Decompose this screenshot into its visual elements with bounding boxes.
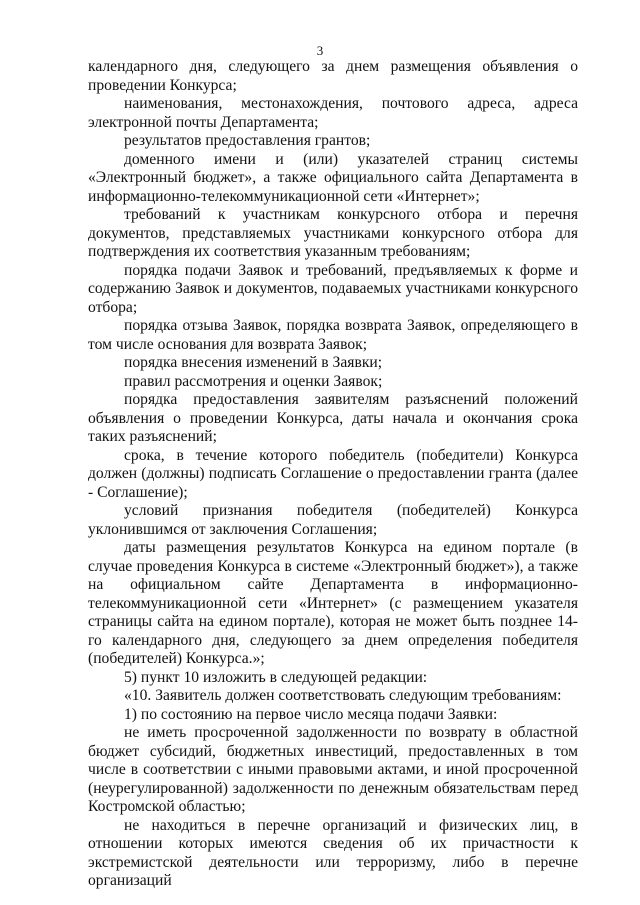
paragraph-1: календарного дня, следующего за днем размещения объявления о проведении Конкурса; [88,58,578,94]
paragraph-7: порядка отзыва Заявок, порядка возврата Заявок, определяющего в том числе основания для возврата Заявок; [88,317,578,353]
paragraph-16: 1) по состоянию на первое число месяца подачи Заявки: [124,705,498,723]
paragraph-6: порядка подачи Заявок и требований, предъявляемых к форме и содержанию Заявок и документов, подаваемых участниками конкурсного отбора; [88,261,578,316]
paragraph-14: 5) пункт 10 изложить в следующей редакции: [124,668,428,686]
paragraph-15: «10. Заявитель должен соответствовать следующим требованиям: [124,687,562,704]
page-number: 3 [316,43,324,58]
paragraph-10: порядка предоставления заявителям разъяснений положений объявления о проведении Конкурса, даты начала и окончания срока таких разъяснений; [88,391,578,445]
paragraph-18: не находиться в перечне организаций и физических лиц, в отношении которых имеются сведения об их причастности к экстремистской деятельности или терроризму, либо в перечне организаций [88,816,578,889]
paragraph-2: наименования, местонахождения, почтового адреса, адреса электронной почты Департамента; [88,95,578,131]
paragraph-5: требований к участникам конкурсного отбора и перечня документов, представляемых участниками конкурсного отбора для подтверждения их соответствия указанным требованиям; [88,206,578,260]
paragraph-17: не иметь просроченной задолженности по возврату в областной бюджет субсидий, бюджетных инвестиций, предоставленных в том числе в соответствии с иными правовыми актами, и иной просроченной (неурегулированной) задолженности по денежным обязательствам перед Костромской областью; [88,724,578,815]
paragraph-12: условий признания победителя (победителей) Конкурса уклонившимся от заключения Соглашения; [88,502,578,538]
paragraph-11: срока, в течение которого победитель (победители) Конкурса должен (должны) подписать Соглашение о предоставлении гранта (далее - Соглашение); [88,446,578,501]
paragraph-13: даты размещения результатов Конкурса на едином портале (в случае проведения Конкурса в системе «Электронный бюджет»), а также на официальном сайте Департамента в информационно-телекоммуникационной сети «Интернет» (с размещением указателя страницы сайта на едином портале), которая не может быть позднее 14-го календарного дня, следующего за днем определения победителя (победителей) Конкурса.»; [88,539,578,667]
paragraph-4: доменного имени и (или) указателей страниц системы «Электронный бюджет», а также официального сайта Департамента в информационно-телекоммуникационной сети «Интернет»; [88,150,578,205]
document-body [88,58,578,891]
paragraph-8: порядка внесения изменений в Заявки; [124,354,383,371]
paragraph-3: результатов предоставления грантов; [124,132,371,149]
paragraph-9: правил рассмотрения и оценки Заявок; [124,372,383,390]
